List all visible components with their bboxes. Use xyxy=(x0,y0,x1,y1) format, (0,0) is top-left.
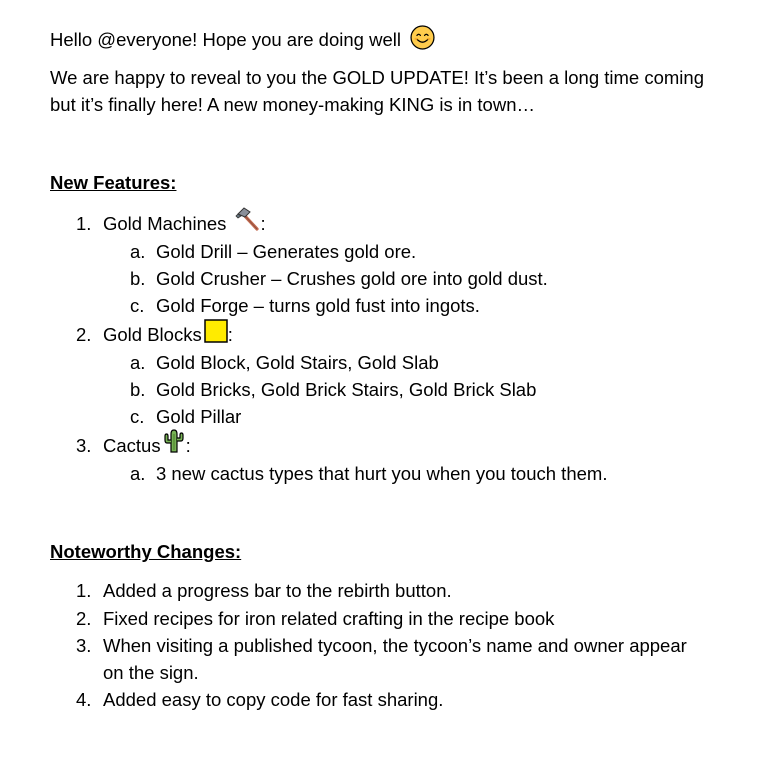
subitem-gold-block: Gold Block, Gold Stairs, Gold Slab xyxy=(156,352,439,373)
subitem-letter: a. xyxy=(130,241,146,262)
feature-item-gold-blocks xyxy=(103,322,233,350)
intro-line-2: but it’s finally here! A new money-making KING is in town… xyxy=(50,94,535,115)
noteworthy-changes-heading: Noteworthy Changes: xyxy=(50,541,242,562)
subitem-gold-drill: Gold Drill – Generates gold ore. xyxy=(156,241,417,262)
yellow-square-icon xyxy=(204,319,228,350)
feature-label: Gold Machines xyxy=(103,213,227,234)
subitem-letter: b. xyxy=(130,379,146,400)
feature-number: 1. xyxy=(76,213,92,234)
change-number: 4. xyxy=(76,689,92,710)
subitem-gold-pillar: Gold Pillar xyxy=(156,406,242,427)
feature-suffix: : xyxy=(185,435,191,456)
smiling-face-icon xyxy=(410,25,435,57)
greeting-text: Hello @everyone! Hope you are doing well xyxy=(50,28,401,50)
change-item-published-tycoon: When visiting a published tycoon, the tycoon’s name and owner appear xyxy=(103,635,687,656)
change-item-progress-bar: Added a progress bar to the rebirth button. xyxy=(103,580,452,601)
feature-label: Gold Blocks xyxy=(103,324,202,345)
subitem-letter: a. xyxy=(130,463,146,484)
subitem-cactus-types: 3 new cactus types that hurt you when you touch them. xyxy=(156,463,608,484)
feature-suffix: : xyxy=(227,324,233,345)
change-item-fixed-recipes: Fixed recipes for iron related crafting in the recipe book xyxy=(103,608,555,629)
subitem-letter: b. xyxy=(130,268,146,289)
feature-item-cactus xyxy=(103,433,191,461)
feature-item-gold-machines xyxy=(103,211,266,239)
subitem-letter: c. xyxy=(130,406,145,427)
cactus-icon xyxy=(162,428,186,461)
feature-label: Cactus xyxy=(103,435,161,456)
change-number: 2. xyxy=(76,608,92,629)
change-number: 1. xyxy=(76,580,92,601)
hammer-icon xyxy=(235,206,261,239)
subitem-gold-forge: Gold Forge – turns gold fust into ingots. xyxy=(156,295,480,316)
change-item-copy-code: Added easy to copy code for fast sharing. xyxy=(103,689,444,710)
subitem-gold-bricks: Gold Bricks, Gold Brick Stairs, Gold Brick Slab xyxy=(156,379,537,400)
subitem-letter: c. xyxy=(130,295,145,316)
feature-suffix: : xyxy=(260,213,266,234)
change-item-published-tycoon-continued: on the sign. xyxy=(103,662,199,683)
feature-number: 3. xyxy=(76,435,92,456)
subitem-letter: a. xyxy=(130,352,146,373)
intro-line-1: We are happy to reveal to you the GOLD UPDATE! It’s been a long time coming xyxy=(50,67,704,88)
subitem-gold-crusher: Gold Crusher – Crushes gold ore into gold dust. xyxy=(156,268,548,289)
feature-number: 2. xyxy=(76,324,92,345)
new-features-heading: New Features: xyxy=(50,172,177,193)
change-number: 3. xyxy=(76,635,92,656)
greeting-line xyxy=(50,25,435,57)
